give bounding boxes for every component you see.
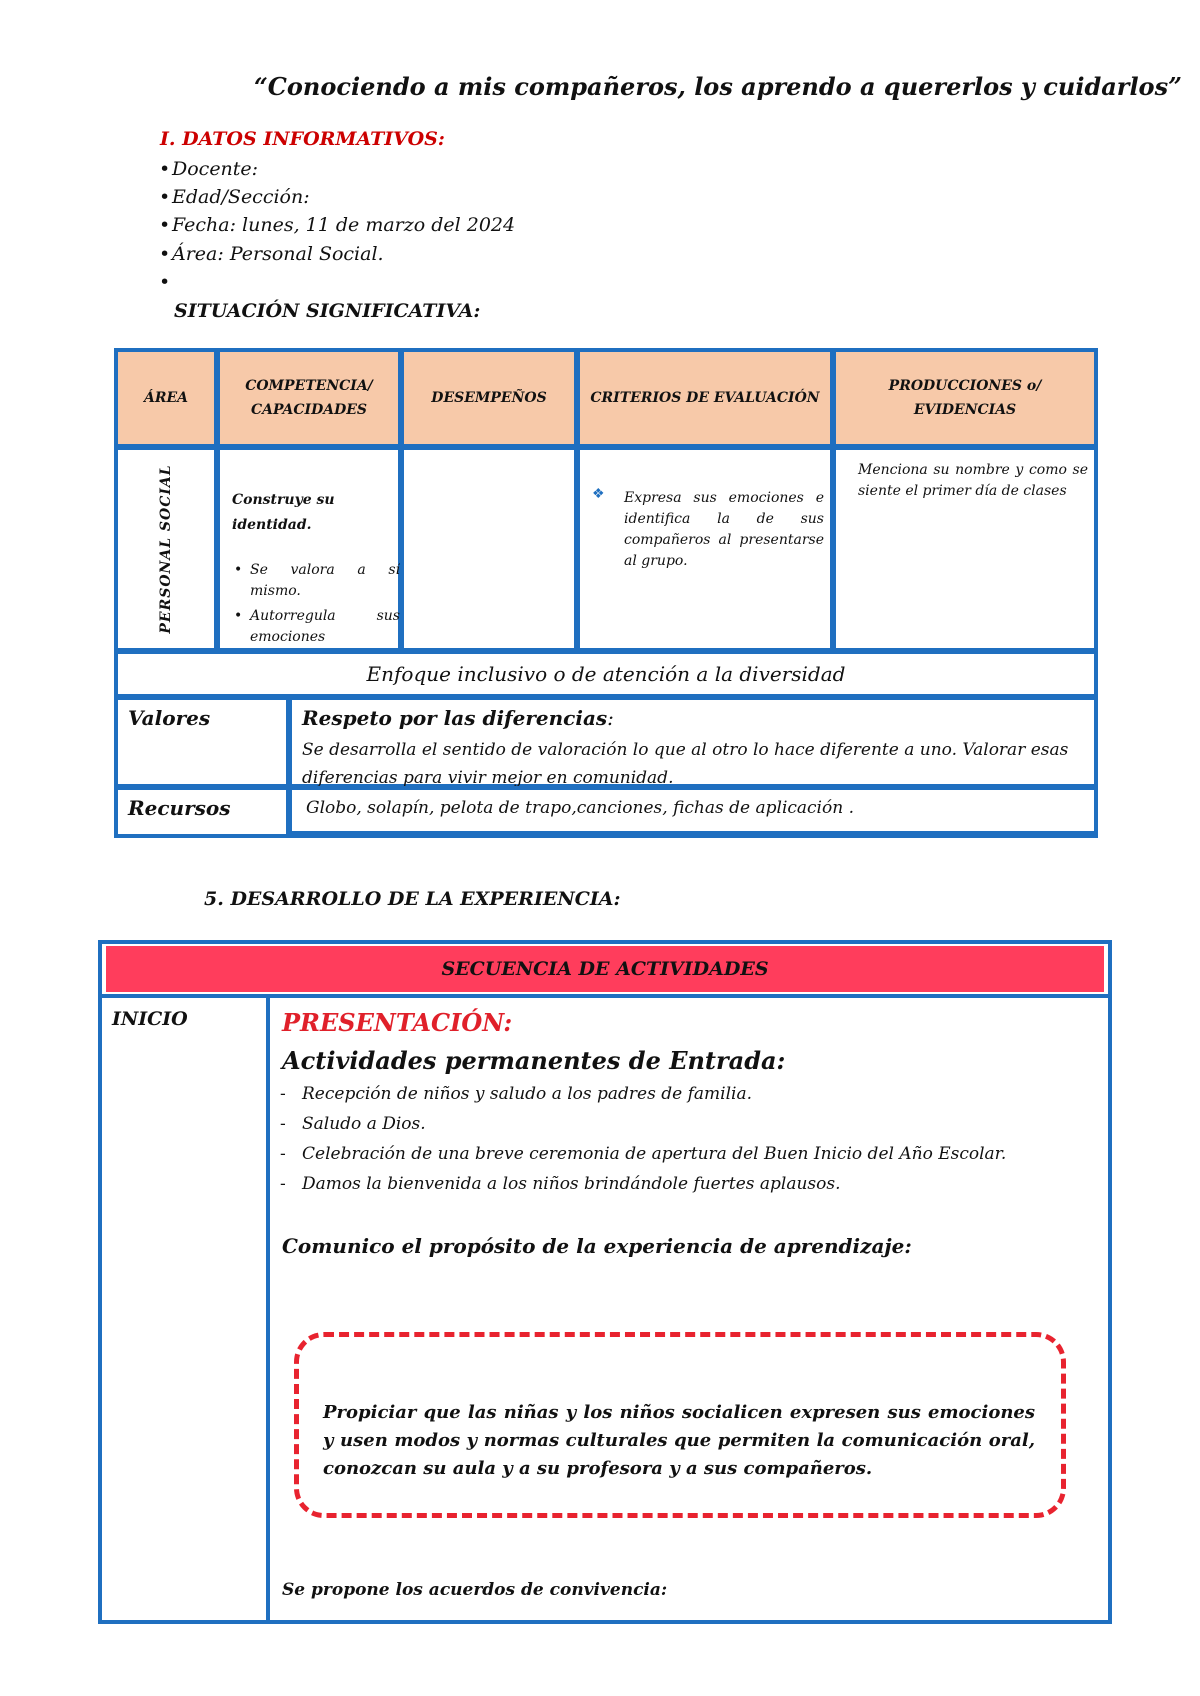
proposito-text: Propiciar que las niñas y los niños socialicen expresen sus emociones y usen modos y normas culturales que permiten la comunicación oral, conozcan su aula y a su profesora y a sus compañeros.	[323, 1402, 1035, 1479]
dash-icon: -	[280, 1114, 286, 1134]
actividad-item	[280, 1084, 752, 1104]
valores-label: Valores	[128, 706, 211, 730]
cell-desempenos	[400, 446, 578, 652]
dash-icon: -	[280, 1144, 286, 1164]
actividad-text-4: Damos la bienvenida a los niños brindándole fuertes aplausos.	[302, 1174, 841, 1194]
header-area	[114, 348, 218, 448]
bullet-icon: •	[234, 562, 243, 578]
info-fecha-text: Fecha: lunes, 11 de marzo del 2024	[172, 214, 516, 236]
criterio-text: Expresa sus emociones e identifica la de sus compañeros al presentarse al grupo.	[624, 490, 824, 569]
actividad-text-3: Celebración de una breve ceremonia de apertura del Buen Inicio del Año Escolar.	[302, 1144, 1007, 1164]
header-producciones-line2: EVIDENCIAS	[913, 402, 1017, 418]
recursos-text: Globo, solapín, pelota de trapo,canciones, fichas de aplicación .	[306, 798, 854, 818]
header-producciones-line1: PRODUCCIONES o/	[888, 378, 1042, 394]
header-producciones	[832, 348, 1098, 448]
enfoque-row	[114, 650, 1098, 698]
bullet-icon: •	[159, 214, 171, 236]
header-desempenos	[400, 348, 578, 448]
cell-area	[114, 446, 218, 652]
bullet-icon: •	[234, 608, 243, 624]
info-item-area	[159, 243, 384, 265]
capacidad-item	[234, 606, 400, 648]
valores-title-line	[302, 706, 614, 730]
info-area-text: Área: Personal Social.	[172, 243, 384, 265]
recursos-label-cell	[114, 786, 290, 838]
header-competencia-line1: COMPETENCIA/	[245, 378, 373, 394]
producciones-text: Menciona su nombre y como se siente el primer día de clases	[858, 462, 1088, 499]
actividad-item	[280, 1174, 841, 1194]
valores-title: Respeto por las diferencias	[302, 706, 608, 730]
header-divider	[102, 994, 1108, 998]
header-desempenos-text: DESEMPEÑOS	[431, 390, 547, 406]
capacidad-item	[234, 560, 400, 602]
presentacion-heading: PRESENTACIÓN:	[282, 1008, 513, 1037]
desarrollo-heading: 5. DESARROLLO DE LA EXPERIENCIA:	[204, 888, 621, 910]
proposito-box	[294, 1332, 1066, 1518]
header-area-text: ÁREA	[143, 390, 189, 406]
bullet-icon: •	[159, 243, 171, 265]
actividades-title: Actividades permanentes de Entrada:	[282, 1046, 786, 1075]
datos-informativos-heading: I. DATOS INFORMATIVOS:	[160, 128, 445, 150]
page-title: “Conociendo a mis compañeros, los aprendo a quererlos y cuidarlos”	[254, 72, 1182, 101]
valores-colon: :	[607, 706, 614, 730]
secuencia-table	[98, 940, 1112, 1624]
valores-text: Se desarrolla el sentido de valoración lo que al otro lo hace diferente a uno. Valorar esas diferencias para vivir mejor en comunidad.	[302, 740, 1069, 788]
info-edad-text: Edad/Sección:	[172, 186, 310, 208]
bullet-icon: •	[159, 158, 171, 180]
header-competencia-line2: CAPACIDADES	[251, 402, 367, 418]
info-docente-text: Docente:	[172, 158, 259, 180]
enfoque-text: Enfoque inclusivo o de atención a la diversidad	[366, 662, 846, 686]
info-item-fecha	[159, 214, 516, 236]
situacion-significativa-heading: SITUACIÓN SIGNIFICATIVA:	[174, 300, 481, 322]
inicio-label: INICIO	[112, 1008, 188, 1030]
capacidad-text-2: Autorregula sus emociones	[250, 608, 400, 645]
valores-label-cell	[114, 696, 290, 788]
recursos-content-cell	[288, 786, 1098, 838]
area-personal-social: PERSONAL SOCIAL	[158, 464, 174, 634]
bullet-icon: •	[159, 271, 171, 293]
cell-criterios	[576, 446, 834, 652]
header-criterios-text: CRITERIOS DE EVALUACIÓN	[590, 390, 820, 406]
competencia-title: Construye su identidad.	[232, 492, 335, 533]
recursos-label: Recursos	[128, 796, 231, 820]
proposito-title: Comunico el propósito de la experiencia de aprendizaje:	[282, 1234, 912, 1258]
acuerdos-text: Se propone los acuerdos de convivencia:	[282, 1580, 668, 1600]
info-item-edad	[159, 186, 310, 208]
header-competencia	[216, 348, 402, 448]
secuencia-header-text: SECUENCIA DE ACTIVIDADES	[441, 958, 769, 980]
secuencia-header	[106, 946, 1104, 992]
header-criterios	[576, 348, 834, 448]
valores-content-cell	[288, 696, 1098, 788]
dash-icon: -	[280, 1084, 286, 1104]
actividad-text-2: Saludo a Dios.	[302, 1114, 426, 1134]
cell-producciones	[832, 446, 1098, 652]
actividad-item	[280, 1114, 426, 1134]
column-divider	[266, 996, 270, 1622]
info-item-docente	[159, 158, 259, 180]
diamond-bullet-icon: ❖	[592, 486, 605, 502]
actividad-text-1: Recepción de niños y saludo a los padres de familia.	[302, 1084, 752, 1104]
actividad-item	[280, 1144, 1007, 1164]
capacidad-text-1: Se valora a sí mismo.	[250, 562, 400, 599]
bullet-icon: •	[159, 186, 171, 208]
cell-competencia	[216, 446, 402, 652]
dash-icon: -	[280, 1174, 286, 1194]
